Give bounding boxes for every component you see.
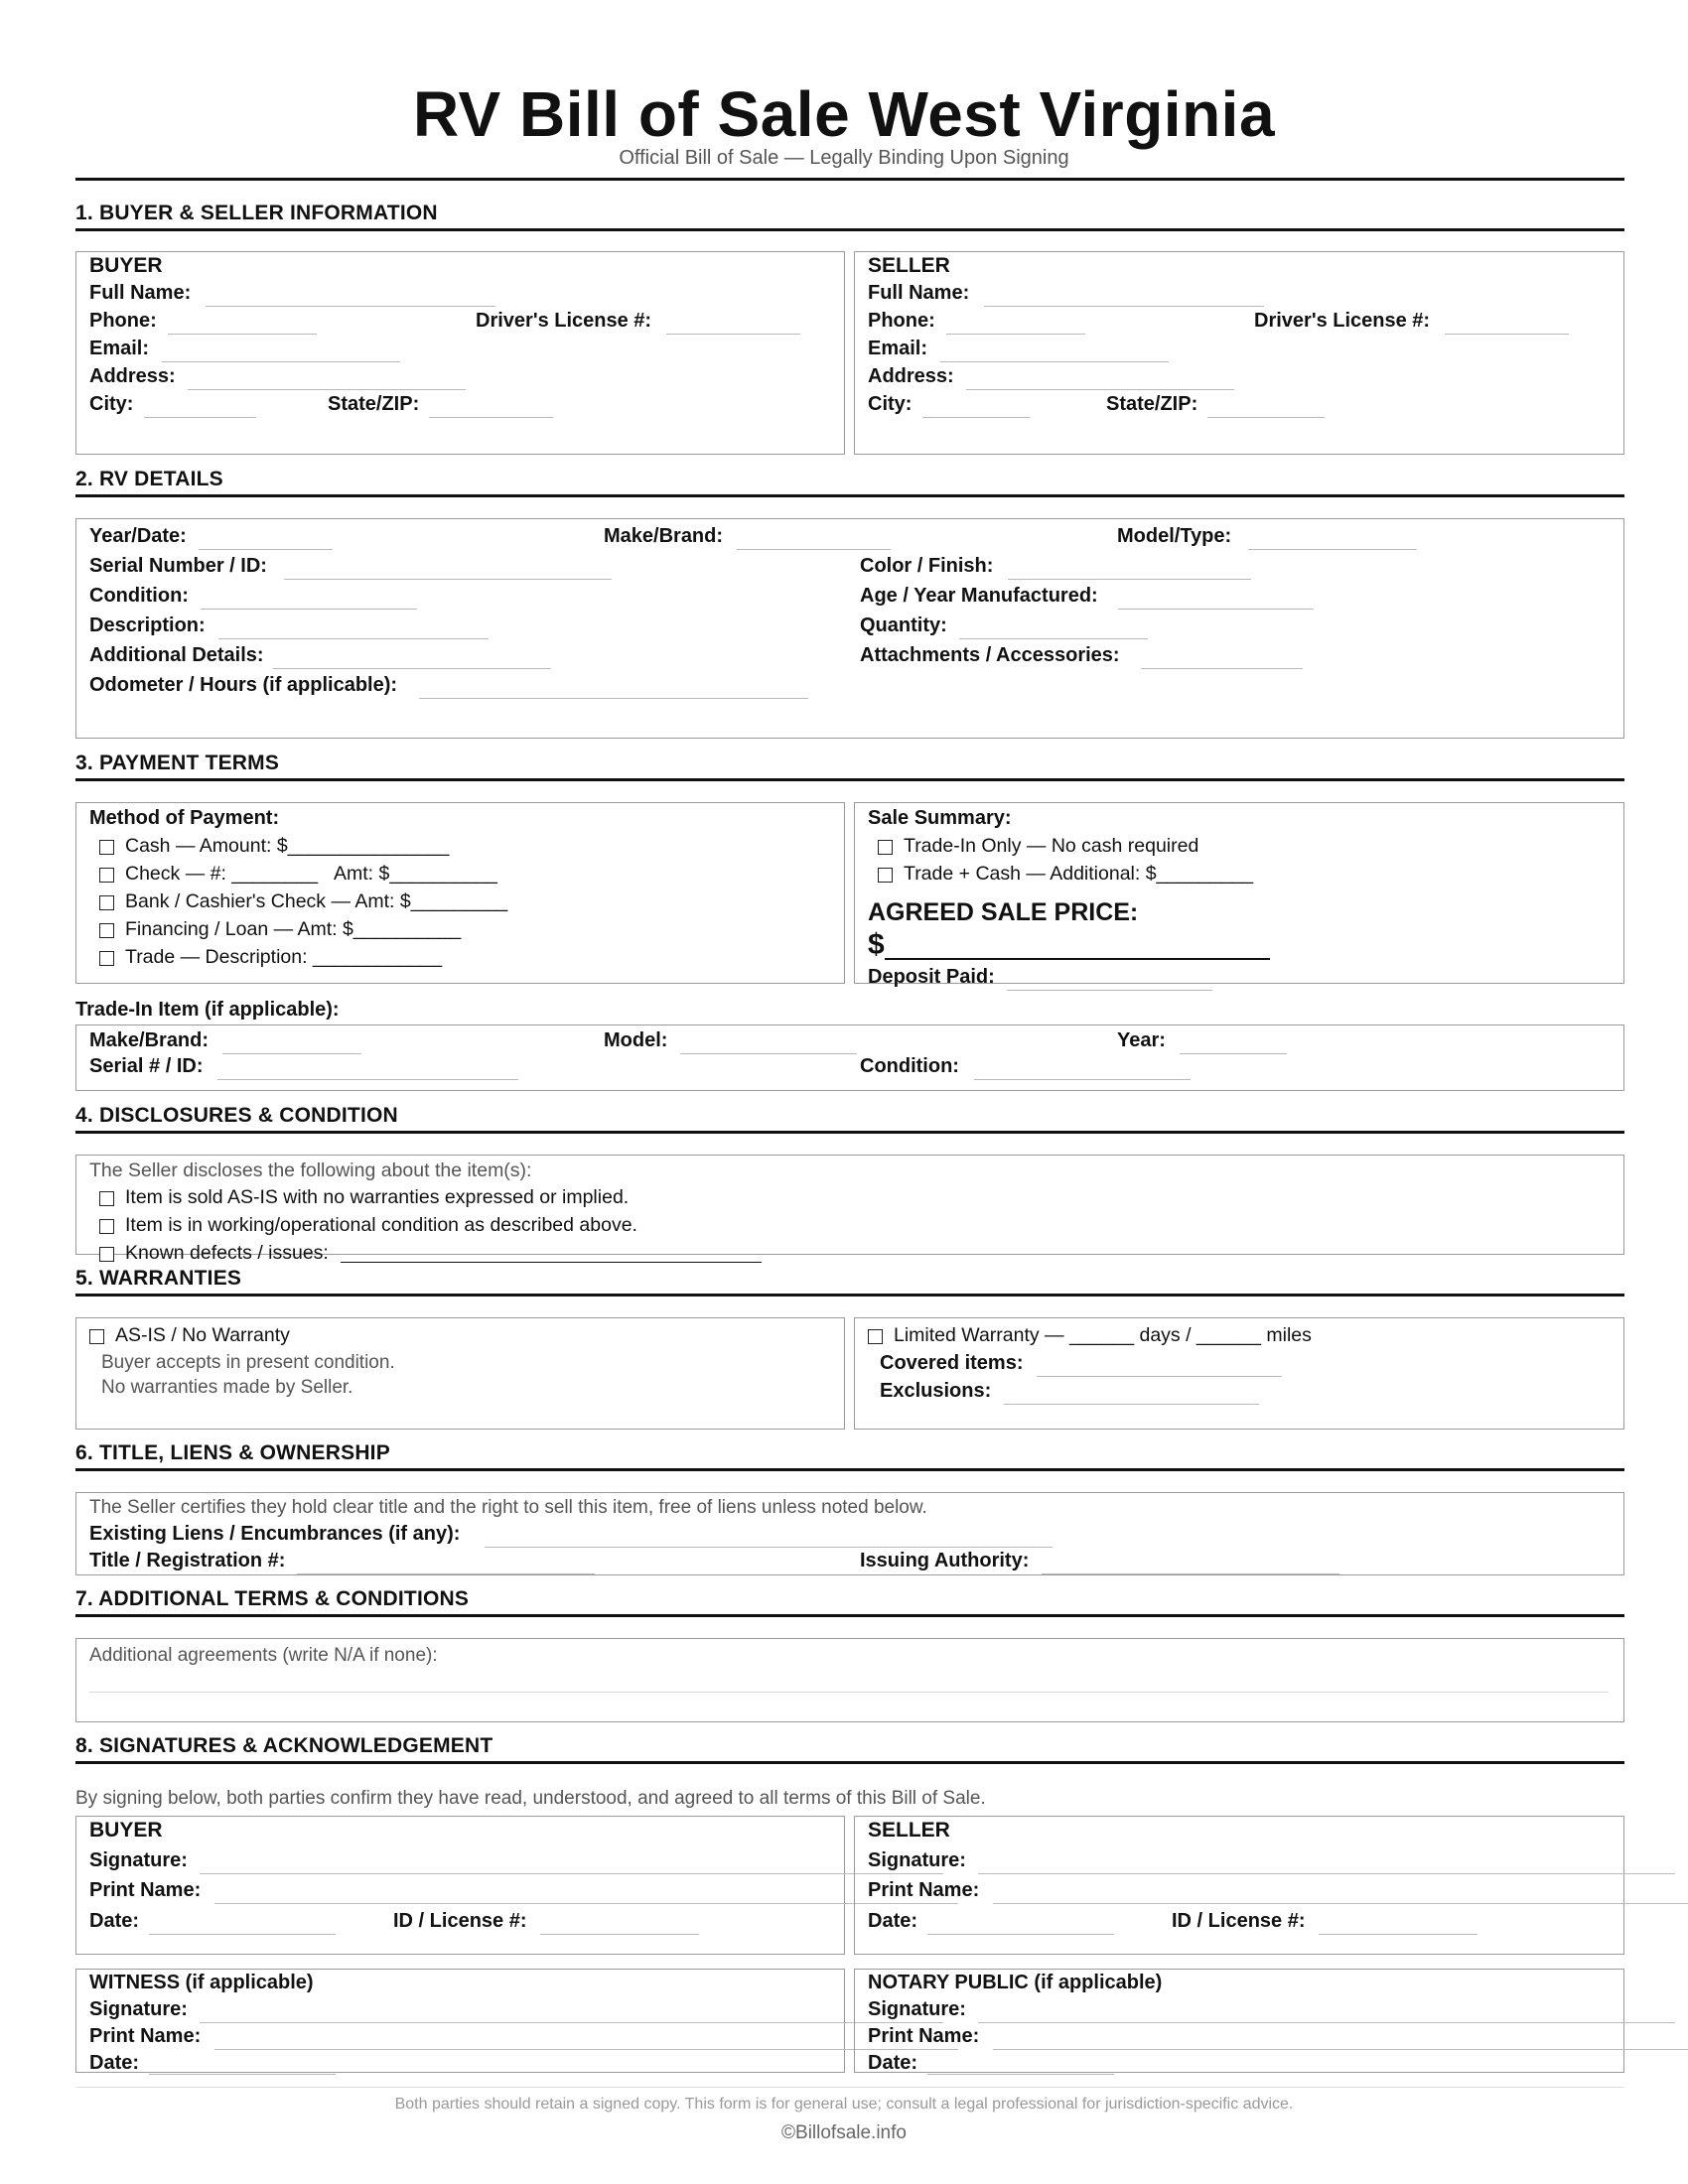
financing-option-label: Financing / Loan — Amt: $__________ [125,918,462,940]
seller-title: SELLER [868,254,950,277]
rv-year-label: Year/Date: [89,525,187,547]
seller-full-name-field[interactable] [984,306,1264,307]
buyer-signature-title: BUYER [89,1819,163,1842]
cash-option-label: Cash — Amount: $_______________ [125,835,450,857]
trade-cash-label: Trade + Cash — Additional: $_________ [904,863,1254,885]
asis-warranty-box [75,1317,845,1430]
seller-phone-label: Phone: [868,310,935,332]
trade-in-condition-label: Condition: [860,1055,959,1077]
witness-title: WITNESS (if applicable) [89,1972,314,1993]
section-8-heading: 8. SIGNATURES & ACKNOWLEDGEMENT [75,1734,493,1757]
footer-note: Both parties should retain a signed copy. This form is for general use; consult a legal professional for jurisdiction-specific advice. [394,2096,1294,2113]
disclosures-intro: The Seller discloses the following about the item(s): [89,1160,532,1181]
asis-warranty-checkbox[interactable] [89,1329,104,1344]
buyer-date-field[interactable] [149,1934,336,1935]
rv-odometer-label: Odometer / Hours (if applicable): [89,674,398,696]
seller-date-field[interactable] [927,1934,1114,1935]
exclusions-field[interactable] [1004,1404,1259,1405]
working-condition-checkbox[interactable] [99,1219,114,1234]
section-6-rule [75,1468,1624,1471]
asis-warranty-label: AS-IS / No Warranty [115,1324,290,1346]
buyer-statezip-field[interactable] [429,417,553,418]
payment-method-title: Method of Payment: [89,807,280,829]
trade-checkbox[interactable] [99,951,114,966]
limited-warranty-checkbox[interactable] [868,1329,883,1344]
witness-signature-field[interactable] [200,2022,943,2023]
additional-terms-placeholder: Additional agreements (write N/A if none): [89,1645,438,1666]
trade-in-title: Trade-In Item (if applicable): [75,999,340,1021]
rv-make-label: Make/Brand: [604,525,724,547]
seller-id-field[interactable] [1319,1934,1477,1935]
notary-signature-field[interactable] [978,2022,1675,2023]
buyer-phone-field[interactable] [168,334,317,335]
section-7-heading: 7. ADDITIONAL TERMS & CONDITIONS [75,1587,470,1610]
title-number-label: Title / Registration #: [89,1550,286,1571]
witness-date-label: Date: [89,2052,140,2074]
seller-phone-field[interactable] [946,334,1085,335]
seller-print-name-label: Print Name: [868,1879,980,1901]
section-2-rule [75,494,1624,497]
rv-condition-label: Condition: [89,585,189,607]
trade-in-year-label: Year: [1117,1029,1166,1051]
section-8-rule [75,1761,1624,1764]
rv-additional-field[interactable] [273,668,551,669]
trade-in-model-label: Model: [604,1029,668,1051]
buyer-license-field[interactable] [666,334,800,335]
trade-in-make-field[interactable] [222,1053,361,1054]
notary-date-field[interactable] [927,2074,1114,2075]
seller-print-name-field[interactable] [993,1903,1688,1904]
buyer-phone-label: Phone: [89,310,157,332]
rv-make-field[interactable] [737,549,891,550]
seller-email-label: Email: [868,338,928,359]
check-checkbox[interactable] [99,868,114,883]
section-4-rule [75,1131,1624,1134]
rv-model-label: Model/Type: [1117,525,1232,547]
known-defects-label: Known defects / issues: [125,1242,329,1264]
additional-terms-box[interactable] [75,1638,1624,1722]
seller-date-label: Date: [868,1910,918,1932]
rv-serial-field[interactable] [284,579,612,580]
buyer-print-name-field[interactable] [214,1903,958,1904]
issuing-authority-label: Issuing Authority: [860,1550,1030,1571]
section-5-rule [75,1294,1624,1297]
covered-items-field[interactable] [1037,1376,1282,1377]
trade-cash-checkbox[interactable] [878,868,893,883]
sale-summary-box [854,802,1624,988]
seller-city-label: City: [868,393,913,415]
title-liens-box [75,1492,1624,1575]
notary-title: NOTARY PUBLIC (if applicable) [868,1972,1163,1993]
section-4-heading: 4. DISCLOSURES & CONDITION [75,1104,398,1127]
limited-warranty-box [854,1317,1624,1430]
section-5-heading: 5. WARRANTIES [75,1267,242,1290]
buyer-statezip-label: State/ZIP: [328,393,420,415]
buyer-license-label: Driver's License #: [476,310,652,332]
buyer-city-label: City: [89,393,134,415]
check-amount-label: Amt: $__________ [334,863,497,885]
section-1-heading: 1. BUYER & SELLER INFORMATION [75,202,438,224]
seller-statezip-field[interactable] [1207,417,1325,418]
liens-field[interactable] [485,1547,1053,1548]
additional-terms-line [89,1692,1609,1693]
trade-in-serial-field[interactable] [217,1079,518,1080]
trade-in-serial-label: Serial # / ID: [89,1055,204,1077]
notary-print-name-field[interactable] [993,2049,1688,2050]
buyer-signature-field[interactable] [200,1873,943,1874]
buyer-full-name-label: Full Name: [89,282,192,304]
rv-color-label: Color / Finish: [860,555,994,577]
title-certification-text: The Seller certifies they hold clear title and the right to sell this item, free of liens unless noted below. [89,1497,927,1518]
seller-license-label: Driver's License #: [1254,310,1431,332]
seller-info-box [854,251,1624,455]
agreed-price-dollar: $ [868,928,885,961]
covered-items-label: Covered items: [880,1352,1024,1374]
deposit-label: Deposit Paid: [868,966,995,988]
rv-description-label: Description: [89,614,206,636]
rv-odometer-field[interactable] [419,698,808,699]
rv-model-field[interactable] [1248,549,1417,550]
seller-address-label: Address: [868,365,954,387]
rv-attachments-field[interactable] [1141,668,1303,669]
document-subtitle: Official Bill of Sale — Legally Binding Upon Signing [619,147,1069,169]
section-3-rule [75,778,1624,781]
asis-warranty-note-2: No warranties made by Seller. [101,1377,353,1398]
issuing-authority-field[interactable] [1042,1573,1339,1574]
title-number-field[interactable] [297,1573,595,1574]
trade-option-label: Trade — Description: ____________ [125,946,443,968]
seller-signature-field[interactable] [978,1873,1675,1874]
witness-box [75,1969,845,2073]
notary-signature-label: Signature: [868,1998,966,2020]
trade-only-label: Trade-In Only — No cash required [904,835,1199,857]
check-option-label: Check — #: ________ [125,863,319,885]
buyer-info-box [75,251,845,455]
seller-full-name-label: Full Name: [868,282,970,304]
known-defects-checkbox[interactable] [99,1247,114,1262]
agreed-price-label: AGREED SALE PRICE: [868,898,1139,926]
buyer-id-label: ID / License #: [393,1910,527,1932]
trade-only-checkbox[interactable] [878,840,893,855]
rv-age-field[interactable] [1118,609,1314,610]
witness-date-field[interactable] [149,2074,336,2075]
witness-print-name-field[interactable] [214,2049,958,2050]
sale-summary-title: Sale Summary: [868,807,1012,829]
payment-method-box [75,802,845,984]
financing-checkbox[interactable] [99,923,114,938]
trade-in-model-field[interactable] [680,1053,857,1054]
asis-warranty-note-1: Buyer accepts in present condition. [101,1352,395,1373]
rv-serial-label: Serial Number / ID: [89,555,267,577]
trade-in-make-label: Make/Brand: [89,1029,210,1051]
working-condition-label: Item is in working/operational condition as described above. [125,1214,637,1236]
buyer-date-label: Date: [89,1910,140,1932]
seller-email-field[interactable] [940,361,1169,362]
section-7-rule [75,1614,1624,1617]
section-2-heading: 2. RV DETAILS [75,468,223,490]
rv-details-box [75,518,1624,739]
section-6-heading: 6. TITLE, LIENS & OWNERSHIP [75,1441,390,1464]
buyer-print-name-label: Print Name: [89,1879,202,1901]
rv-attachments-label: Attachments / Accessories: [860,644,1120,666]
seller-signature-box [854,1816,1624,1955]
disclosures-box [75,1155,1624,1264]
seller-id-label: ID / License #: [1172,1910,1306,1932]
cash-checkbox[interactable] [99,840,114,855]
footer-rule [75,2087,1624,2088]
agreed-price-field[interactable] [885,958,1270,960]
seller-address-field[interactable] [966,389,1234,390]
rv-condition-field[interactable] [201,609,417,610]
section-1-rule [75,228,1624,231]
rv-year-field[interactable] [199,549,333,550]
bank-check-checkbox[interactable] [99,895,114,910]
buyer-address-label: Address: [89,365,176,387]
header-rule [75,178,1624,181]
footer-copyright: ©Billofsale.info [781,2122,907,2143]
signatures-intro: By signing below, both parties confirm they have read, understood, and agreed to all terms of this Bill of Sale. [75,1788,986,1809]
buyer-city-field[interactable] [144,417,256,418]
exclusions-label: Exclusions: [880,1380,992,1402]
trade-in-year-field[interactable] [1180,1053,1287,1054]
deposit-field[interactable] [1007,990,1212,991]
rv-additional-label: Additional Details: [89,644,264,666]
rv-color-field[interactable] [1008,579,1251,580]
rv-description-field[interactable] [218,638,489,639]
section-3-heading: 3. PAYMENT TERMS [75,751,280,774]
buyer-title: BUYER [89,254,163,277]
buyer-signature-label: Signature: [89,1849,188,1871]
seller-signature-title: SELLER [868,1819,950,1842]
buyer-full-name-field[interactable] [206,306,495,307]
bank-check-option-label: Bank / Cashier's Check — Amt: $_________ [125,890,508,912]
trade-in-condition-field[interactable] [974,1079,1191,1080]
buyer-signature-box [75,1816,845,1955]
notary-box [854,1969,1624,2073]
buyer-email-field[interactable] [162,361,400,362]
seller-signature-label: Signature: [868,1849,966,1871]
liens-label: Existing Liens / Encumbrances (if any): [89,1523,461,1545]
known-defects-field[interactable] [341,1262,762,1263]
rv-quantity-field[interactable] [959,638,1148,639]
asis-disclosure-checkbox[interactable] [99,1191,114,1206]
buyer-id-field[interactable] [540,1934,699,1935]
rv-age-label: Age / Year Manufactured: [860,585,1098,607]
seller-statezip-label: State/ZIP: [1106,393,1198,415]
asis-disclosure-label: Item is sold AS-IS with no warranties expressed or implied. [125,1186,630,1208]
seller-city-field[interactable] [922,417,1030,418]
witness-signature-label: Signature: [89,1998,188,2020]
document-title: RV Bill of Sale West Virginia [412,78,1276,150]
notary-date-label: Date: [868,2052,918,2074]
buyer-email-label: Email: [89,338,150,359]
rv-quantity-label: Quantity: [860,614,947,636]
witness-print-name-label: Print Name: [89,2025,202,2047]
limited-warranty-label: Limited Warranty — ______ days / ______ miles [894,1324,1312,1346]
trade-in-box [75,1024,1624,1091]
buyer-address-field[interactable] [188,389,466,390]
seller-license-field[interactable] [1445,334,1569,335]
notary-print-name-label: Print Name: [868,2025,980,2047]
